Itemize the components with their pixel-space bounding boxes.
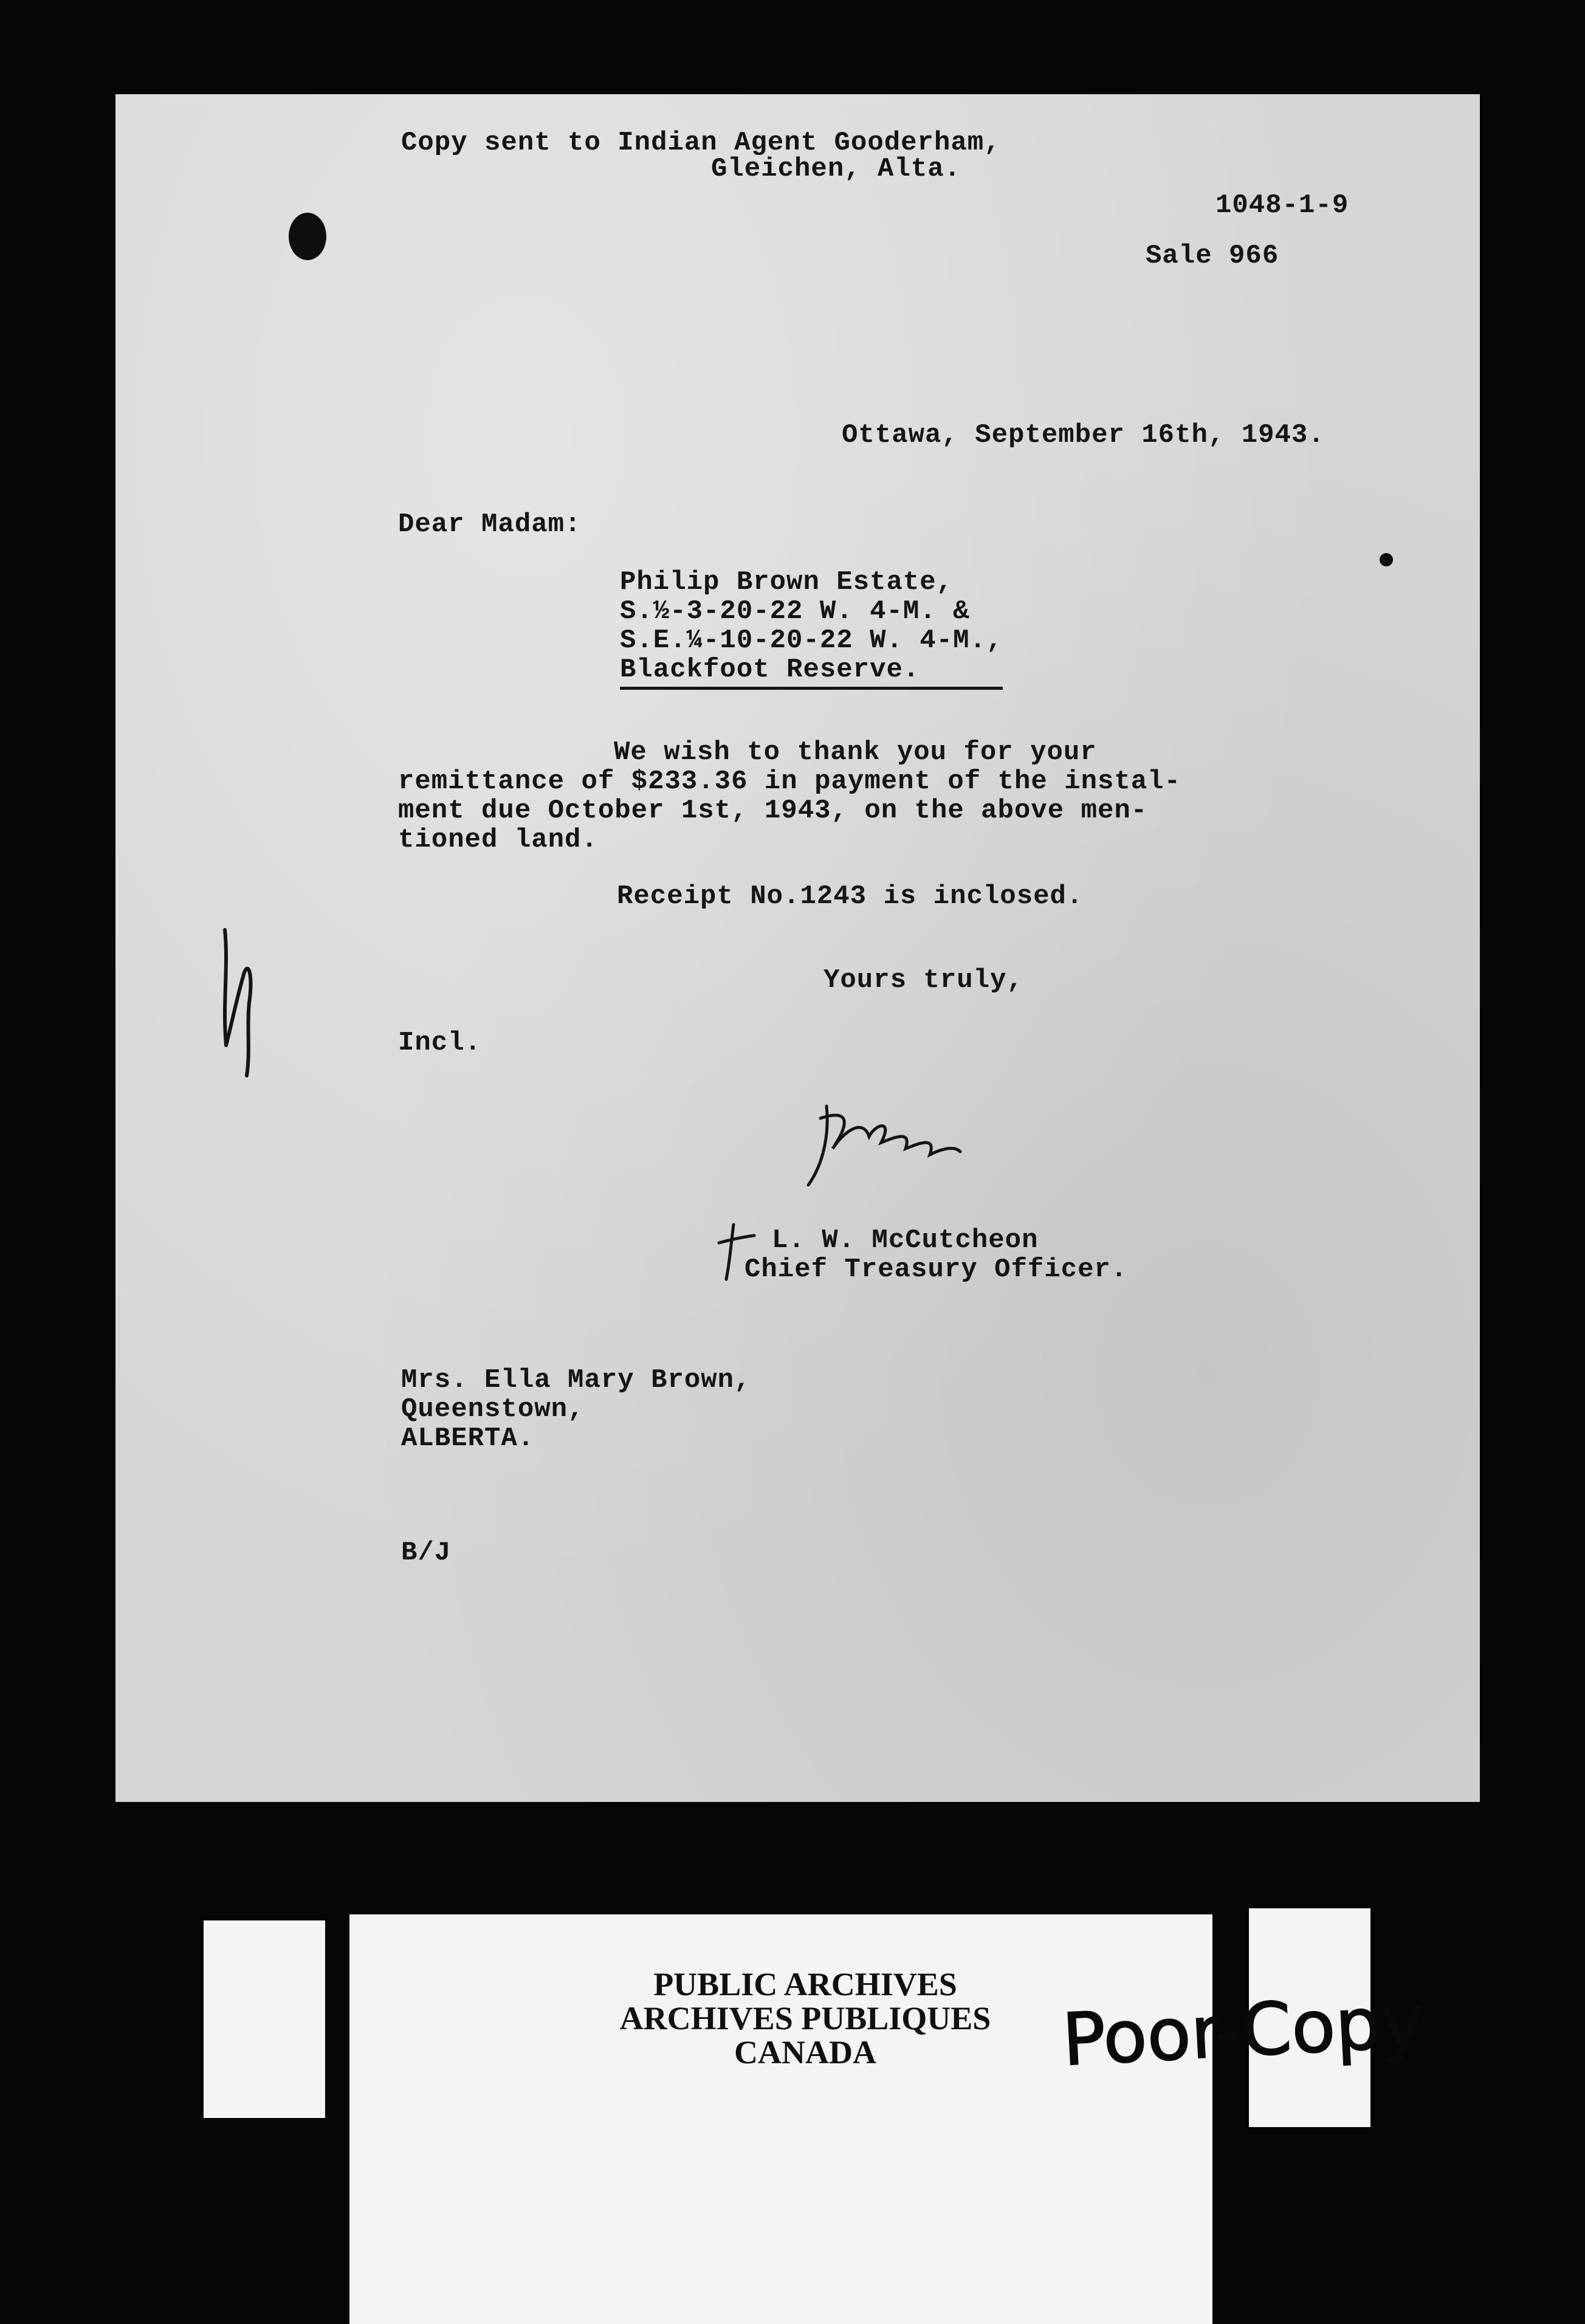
poor-copy-handwritten-note	[1051, 1960, 1426, 2106]
signer-name: L. W. McCutcheon	[772, 1225, 1039, 1256]
addressee-line-1: Mrs. Ella Mary Brown,	[401, 1365, 751, 1395]
body-line-4: tioned land.	[398, 825, 598, 855]
sale-number: Sale 966	[1146, 241, 1279, 271]
subject-line-2: S.½-3-20-22 W. 4-M. &	[620, 596, 970, 627]
enclosure-note: Incl.	[398, 1028, 482, 1058]
punch-hole	[289, 213, 326, 260]
receipt-line: Receipt No.1243 is inclosed.	[617, 881, 1084, 912]
file-number: 1048-1-9	[1215, 190, 1349, 221]
punch-hole-small	[1380, 553, 1393, 566]
date-line: Ottawa, September 16th, 1943.	[842, 420, 1325, 450]
subject-line-1: Philip Brown Estate,	[620, 567, 954, 597]
salutation: Dear Madam:	[398, 509, 582, 540]
signer-title: Chief Treasury Officer.	[744, 1254, 1128, 1285]
archive-stamp-line-2: ARCHIVES PUBLIQUES	[619, 2000, 991, 2037]
archive-stamp-line-1: PUBLIC ARCHIVES	[653, 1966, 957, 2003]
body-line-1: We wish to thank you for your	[614, 737, 1097, 768]
body-line-3: ment due October 1st, 1943, on the above men-	[398, 796, 1148, 826]
archive-stamp	[526, 1967, 1085, 2069]
archive-stamp-line-3: CANADA	[734, 2034, 876, 2071]
body-line-2: remittance of $233.36 in payment of the instal-	[398, 766, 1181, 797]
addressee-line-2: Queenstown,	[401, 1394, 585, 1425]
signature	[790, 1094, 966, 1197]
closing: Yours truly,	[823, 965, 1023, 995]
letter-page	[115, 94, 1480, 1802]
copy-note-line-2: Gleichen, Alta.	[711, 154, 961, 184]
copy-note-line-1: Copy sent to Indian Agent Gooderham,	[401, 128, 1001, 158]
archive-label-card-left	[204, 1920, 325, 2118]
addressee-line-3: ALBERTA.	[401, 1423, 535, 1454]
subject-line-3: S.E.¼-10-20-22 W. 4-M.,	[620, 625, 1003, 656]
subject-line-4: Blackfoot Reserve.	[620, 653, 1003, 690]
poor-copy-text: Poor-Copy	[1060, 1979, 1426, 2082]
typist-initials: B/J	[401, 1538, 452, 1568]
margin-initials-mark	[213, 924, 280, 1082]
